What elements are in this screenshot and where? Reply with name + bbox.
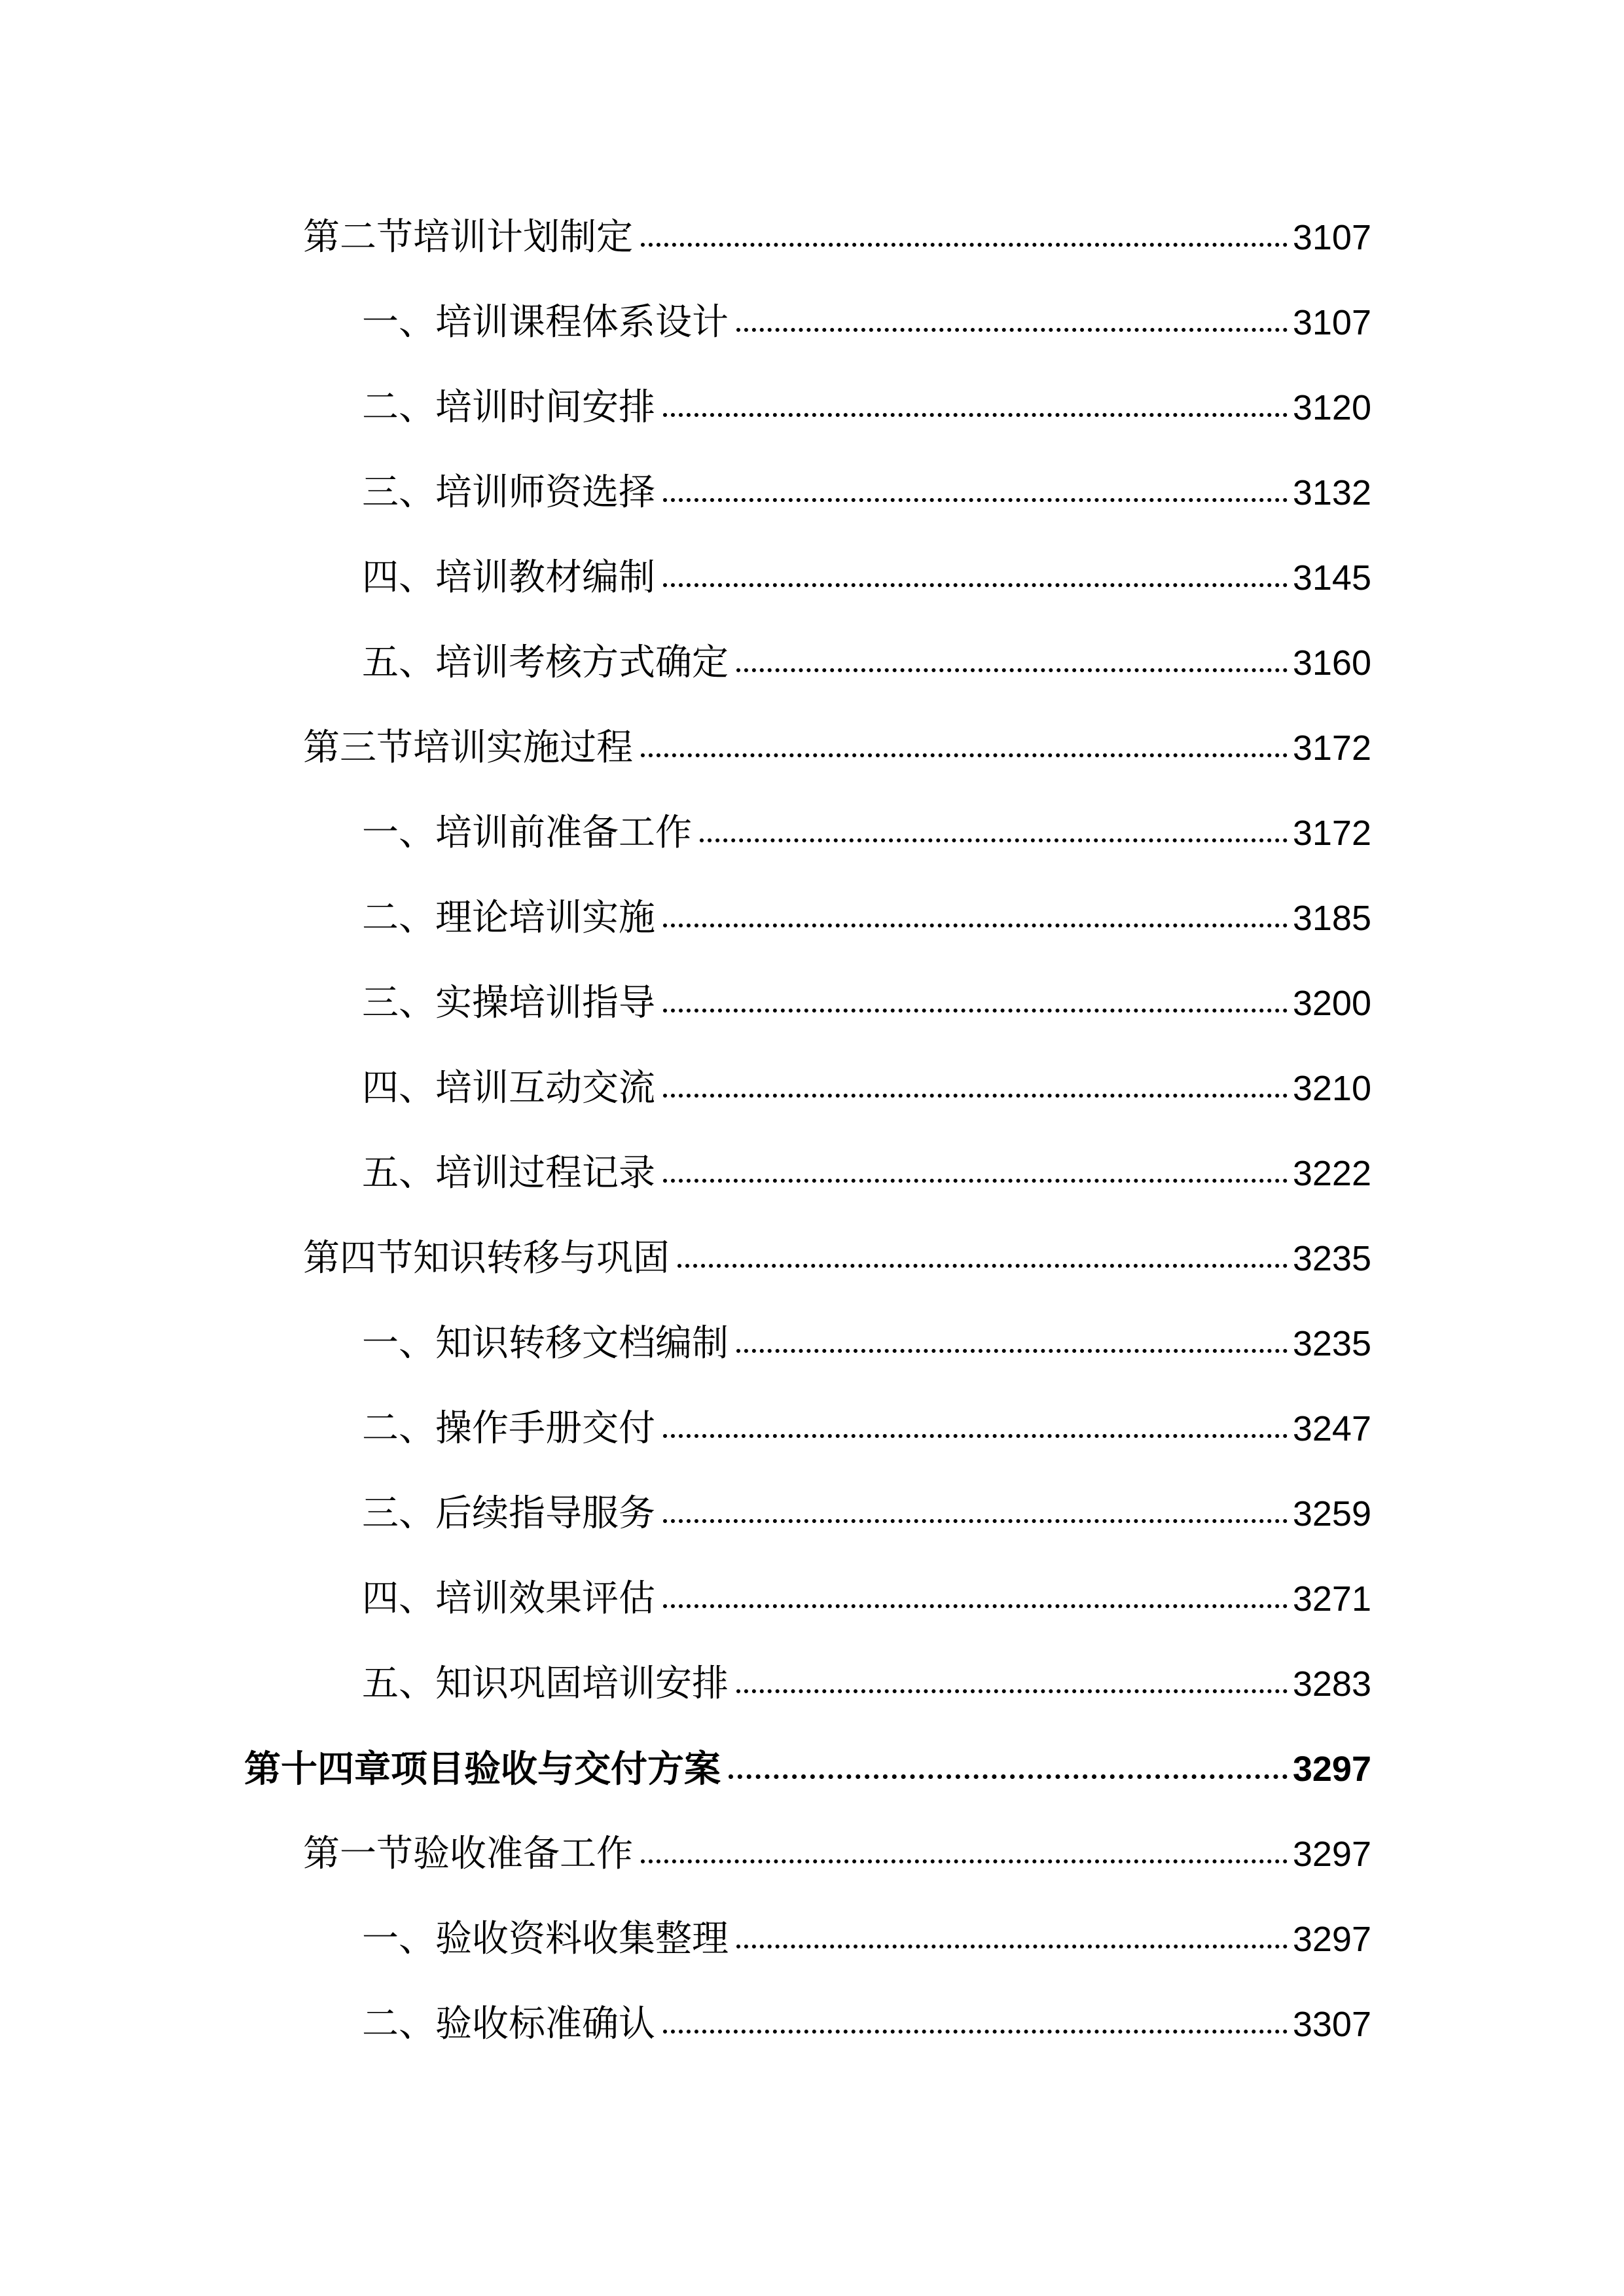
toc-dot-leader (736, 1349, 1288, 1353)
toc-entry-title: 一、培训课程体系设计 (362, 301, 729, 344)
toc-page-number: 3200 (1292, 984, 1371, 1023)
toc-entry[interactable] (362, 630, 1371, 696)
toc-page-number: 3297 (1292, 1835, 1371, 1874)
toc-entry[interactable] (303, 205, 1371, 270)
toc-page-number: 3160 (1292, 643, 1371, 683)
toc-page-number: 3259 (1292, 1494, 1371, 1534)
toc-entry[interactable] (362, 1481, 1371, 1547)
toc-entry-title: 五、培训过程记录 (362, 1152, 655, 1194)
toc-entry[interactable] (303, 1821, 1371, 1887)
toc-entry[interactable] (303, 1226, 1371, 1291)
toc-entry-title: 第一节验收准备工作 (303, 1833, 633, 1875)
toc-entry[interactable] (362, 886, 1371, 951)
toc-entry-title: 三、培训师资选择 (362, 471, 655, 514)
toc-dot-leader (663, 924, 1288, 927)
toc-dot-leader (663, 1094, 1288, 1098)
toc-entry[interactable] (362, 1651, 1371, 1717)
toc-entry-title: 二、培训时间安排 (362, 386, 655, 429)
toc-page-number: 3307 (1292, 2005, 1371, 2044)
toc-page-number: 3235 (1292, 1324, 1371, 1363)
toc-dot-leader (641, 753, 1288, 757)
toc-page-number: 3222 (1292, 1154, 1371, 1193)
toc-page-number: 3172 (1292, 814, 1371, 853)
toc-entry-title: 五、知识巩固培训安排 (362, 1662, 729, 1705)
toc-dot-leader (736, 328, 1288, 332)
toc-dot-leader (663, 2030, 1288, 2034)
toc-page-number: 3120 (1292, 388, 1371, 427)
toc-dot-leader (663, 498, 1288, 502)
toc-dot-leader (700, 838, 1288, 842)
toc-entry-title: 四、培训效果评估 (362, 1577, 655, 1620)
toc-entry-title: 二、操作手册交付 (362, 1407, 655, 1450)
toc-entry-title: 三、实操培训指导 (362, 982, 655, 1024)
toc-entry[interactable] (362, 1396, 1371, 1462)
toc-dot-leader (663, 1009, 1288, 1013)
toc-page-number: 3247 (1292, 1409, 1371, 1448)
toc-entry[interactable] (362, 1566, 1371, 1632)
toc-entry[interactable] (362, 800, 1371, 866)
toc-entry-title: 五、培训考核方式确定 (362, 641, 729, 684)
toc-entry[interactable] (362, 1056, 1371, 1121)
toc-entry-title: 三、后续指导服务 (362, 1492, 655, 1535)
toc-entry-title: 第三节培训实施过程 (303, 726, 633, 769)
toc-entry-title: 二、验收标准确认 (362, 2003, 655, 2045)
toc-dot-leader (641, 243, 1288, 247)
toc-dot-leader (641, 1859, 1288, 1863)
toc-page-number: 3132 (1292, 473, 1371, 512)
toc-entry[interactable] (362, 1992, 1371, 2057)
toc-page-number: 3107 (1292, 218, 1371, 257)
toc-page-number: 3271 (1292, 1579, 1371, 1619)
toc-entry-title: 第十四章项目验收与交付方案 (244, 1748, 721, 1791)
toc-page-number: 3107 (1292, 303, 1371, 342)
toc-dot-leader (736, 1689, 1288, 1693)
toc-page-number: 3145 (1292, 558, 1371, 598)
toc-page-number: 3235 (1292, 1239, 1371, 1278)
toc-entry[interactable] (244, 1736, 1371, 1802)
toc-dot-leader (663, 1519, 1288, 1523)
toc-entry[interactable] (362, 290, 1371, 355)
toc-dot-leader (663, 1604, 1288, 1608)
toc-entry-title: 四、培训互动交流 (362, 1067, 655, 1109)
toc-dot-leader (677, 1264, 1288, 1268)
toc-entry-title: 一、验收资料收集整理 (362, 1918, 729, 1960)
toc-page-number: 3297 (1292, 1749, 1371, 1789)
toc-entry[interactable] (362, 1907, 1371, 1972)
toc-page-number: 3172 (1292, 728, 1371, 768)
toc-page-number: 3297 (1292, 1920, 1371, 1959)
toc-entry[interactable] (362, 375, 1371, 440)
toc-dot-leader (663, 583, 1288, 587)
toc-dot-leader (663, 1179, 1288, 1183)
toc-entry[interactable] (362, 460, 1371, 526)
toc-page-number: 3185 (1292, 899, 1371, 938)
toc-entry-title: 第二节培训计划制定 (303, 216, 633, 259)
toc-entry[interactable] (362, 971, 1371, 1036)
toc-dot-leader (729, 1774, 1288, 1779)
toc-entry-title: 一、培训前准备工作 (362, 812, 692, 854)
toc-entry-title: 二、理论培训实施 (362, 897, 655, 939)
toc-entry-title: 一、知识转移文档编制 (362, 1322, 729, 1365)
toc-entry-title: 第四节知识转移与巩固 (303, 1237, 670, 1280)
toc-entry[interactable] (362, 1311, 1371, 1376)
toc-page-number: 3210 (1292, 1069, 1371, 1108)
toc-entry[interactable] (362, 545, 1371, 611)
toc-dot-leader (663, 1434, 1288, 1438)
toc-entry-title: 四、培训教材编制 (362, 556, 655, 599)
toc-page-number: 3283 (1292, 1664, 1371, 1704)
toc-dot-leader (736, 1945, 1288, 1948)
toc-dot-leader (663, 413, 1288, 417)
toc-entry[interactable] (362, 1141, 1371, 1206)
toc-dot-leader (736, 668, 1288, 672)
toc-entry[interactable] (303, 715, 1371, 781)
